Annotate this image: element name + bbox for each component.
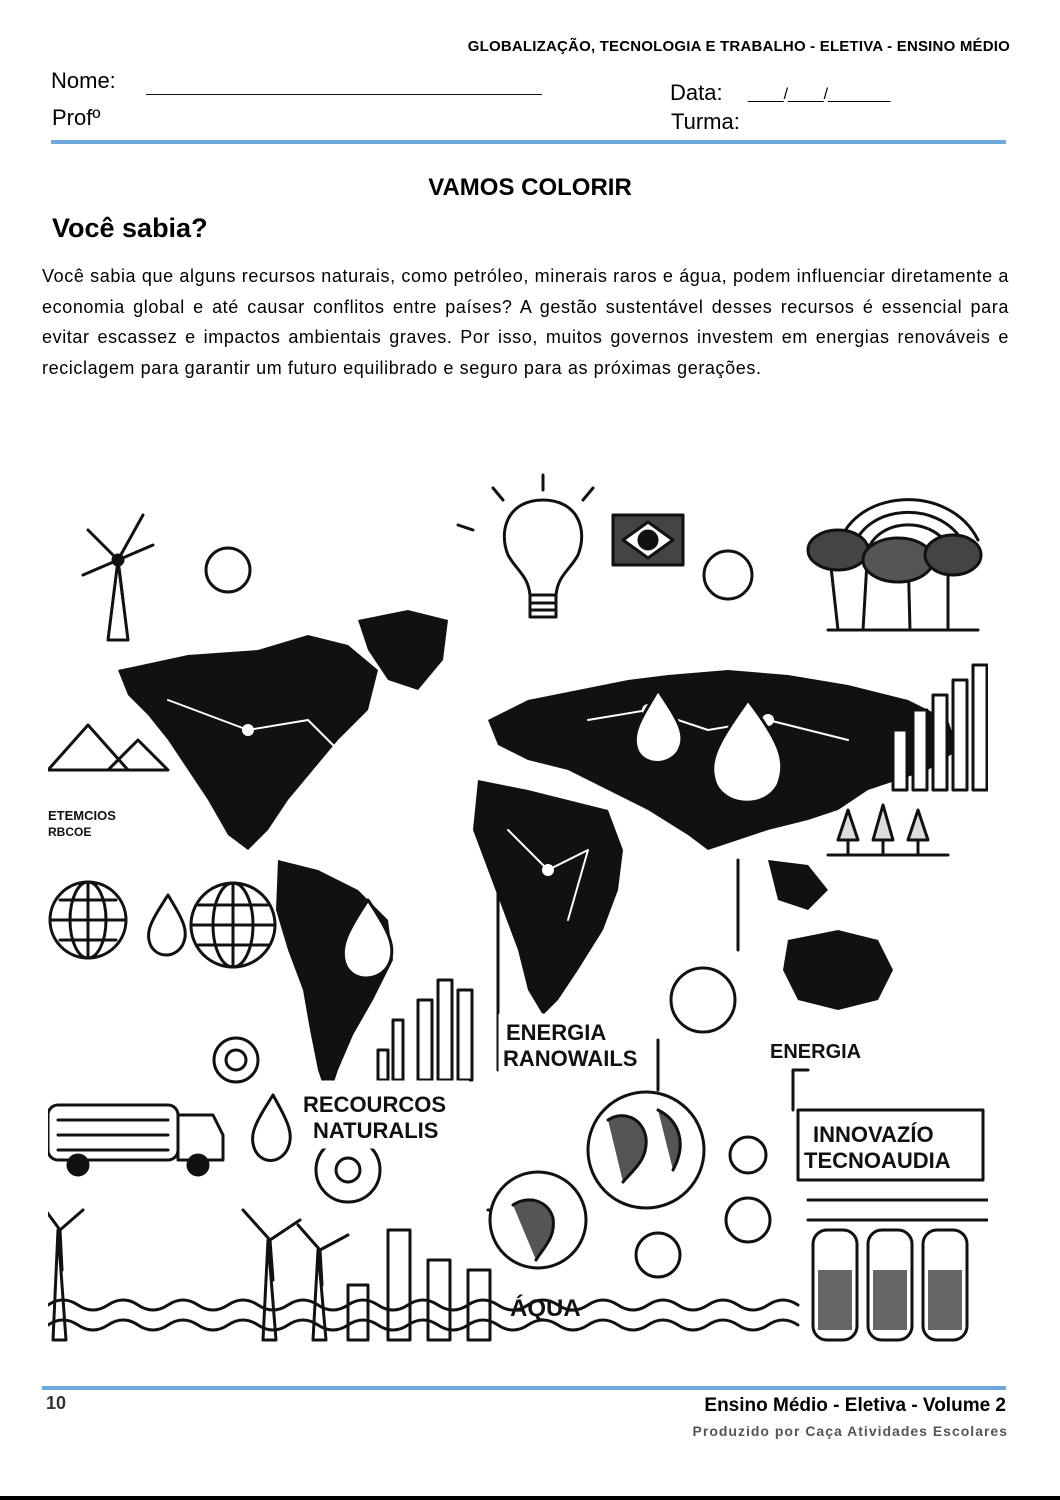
earth-globe-icon bbox=[490, 1172, 586, 1268]
section-heading: Você sabia? bbox=[52, 213, 208, 243]
industry-chart-icon bbox=[378, 980, 472, 1080]
document-header-title: GLOBALIZAÇÃO, TECNOLOGIA E TRABALHO - ELETIVA - ENSINO MÉDIO bbox=[467, 38, 1010, 55]
footer-volume: Ensino Médio - Eletiva - Volume 2 bbox=[704, 1395, 1006, 1416]
date-label: Data: bbox=[670, 80, 723, 105]
gas-cylinders-icon bbox=[808, 1200, 988, 1340]
label-inovacao-1: INNOVAZÍO bbox=[813, 1122, 934, 1147]
globe-icon bbox=[50, 882, 126, 958]
footer-credit: Produzido por Caça Atividades Escolares bbox=[692, 1423, 1008, 1439]
label-recursos-2: NATURALIS bbox=[313, 1118, 439, 1143]
gear-icon bbox=[214, 1038, 258, 1082]
badge-icon bbox=[726, 1198, 770, 1242]
label-recursos-1: RECOURCOS bbox=[303, 1092, 447, 1117]
globe-icon bbox=[671, 968, 735, 1032]
label-agua: ÁQUA bbox=[510, 1295, 581, 1322]
light-bulb-icon bbox=[458, 475, 628, 617]
water-drop-icon bbox=[148, 895, 185, 955]
wind-turbine-icon bbox=[83, 515, 153, 640]
teacher-label: Profº bbox=[52, 105, 101, 130]
flag-icon bbox=[613, 515, 683, 565]
class-label: Turma: bbox=[671, 109, 740, 134]
label-energia: ENERGIA bbox=[770, 1041, 862, 1063]
badge-icon bbox=[704, 551, 752, 599]
page-title: VAMOS COLORIR bbox=[428, 174, 632, 201]
small-trees-icon bbox=[828, 805, 948, 855]
sun-icon bbox=[206, 548, 250, 592]
name-field-line[interactable] bbox=[146, 94, 542, 95]
page-number: 10 bbox=[46, 1393, 67, 1413]
label-energia-renovaveis-1: ENERGIA bbox=[506, 1020, 607, 1045]
globe-icon bbox=[191, 883, 275, 967]
earth-globe-icon bbox=[588, 1092, 704, 1208]
coloring-illustration bbox=[48, 470, 988, 1358]
pyramid-icon bbox=[48, 725, 168, 770]
waves-icon bbox=[48, 1300, 798, 1310]
badge-icon bbox=[730, 1137, 766, 1173]
page-bottom-border bbox=[0, 1496, 1060, 1500]
badge-icon bbox=[636, 1233, 680, 1277]
label-inovacao-2: TECNOAUDIA bbox=[804, 1148, 951, 1173]
tanker-truck-icon bbox=[48, 1105, 223, 1175]
label-small-2: RBCOE bbox=[48, 825, 92, 839]
water-drop-icon bbox=[252, 1095, 290, 1161]
date-field-blanks[interactable]: ____/____/_______ bbox=[748, 86, 891, 103]
label-small-1: ETEMCIOS bbox=[48, 808, 116, 823]
label-energia-renovaveis-2: RANOWAILS bbox=[503, 1046, 638, 1071]
name-label: Nome: bbox=[51, 68, 116, 93]
footer-divider bbox=[42, 1386, 1006, 1390]
trees-icon bbox=[808, 530, 981, 630]
header-divider bbox=[51, 140, 1006, 144]
intro-paragraph: Você sabia que alguns recursos naturais, como petróleo, minerais raros e água, podem influenciar diretamente a economia global e até causar conflitos entre países? A gestão sustentável desses recursos é essencial para evitar escassez e impactos ambientais graves. Por isso, muitos governos investem em energias renováveis e reciclagem para garantir um futuro equilibrado e seguro para as próximas gerações. bbox=[42, 266, 1009, 378]
